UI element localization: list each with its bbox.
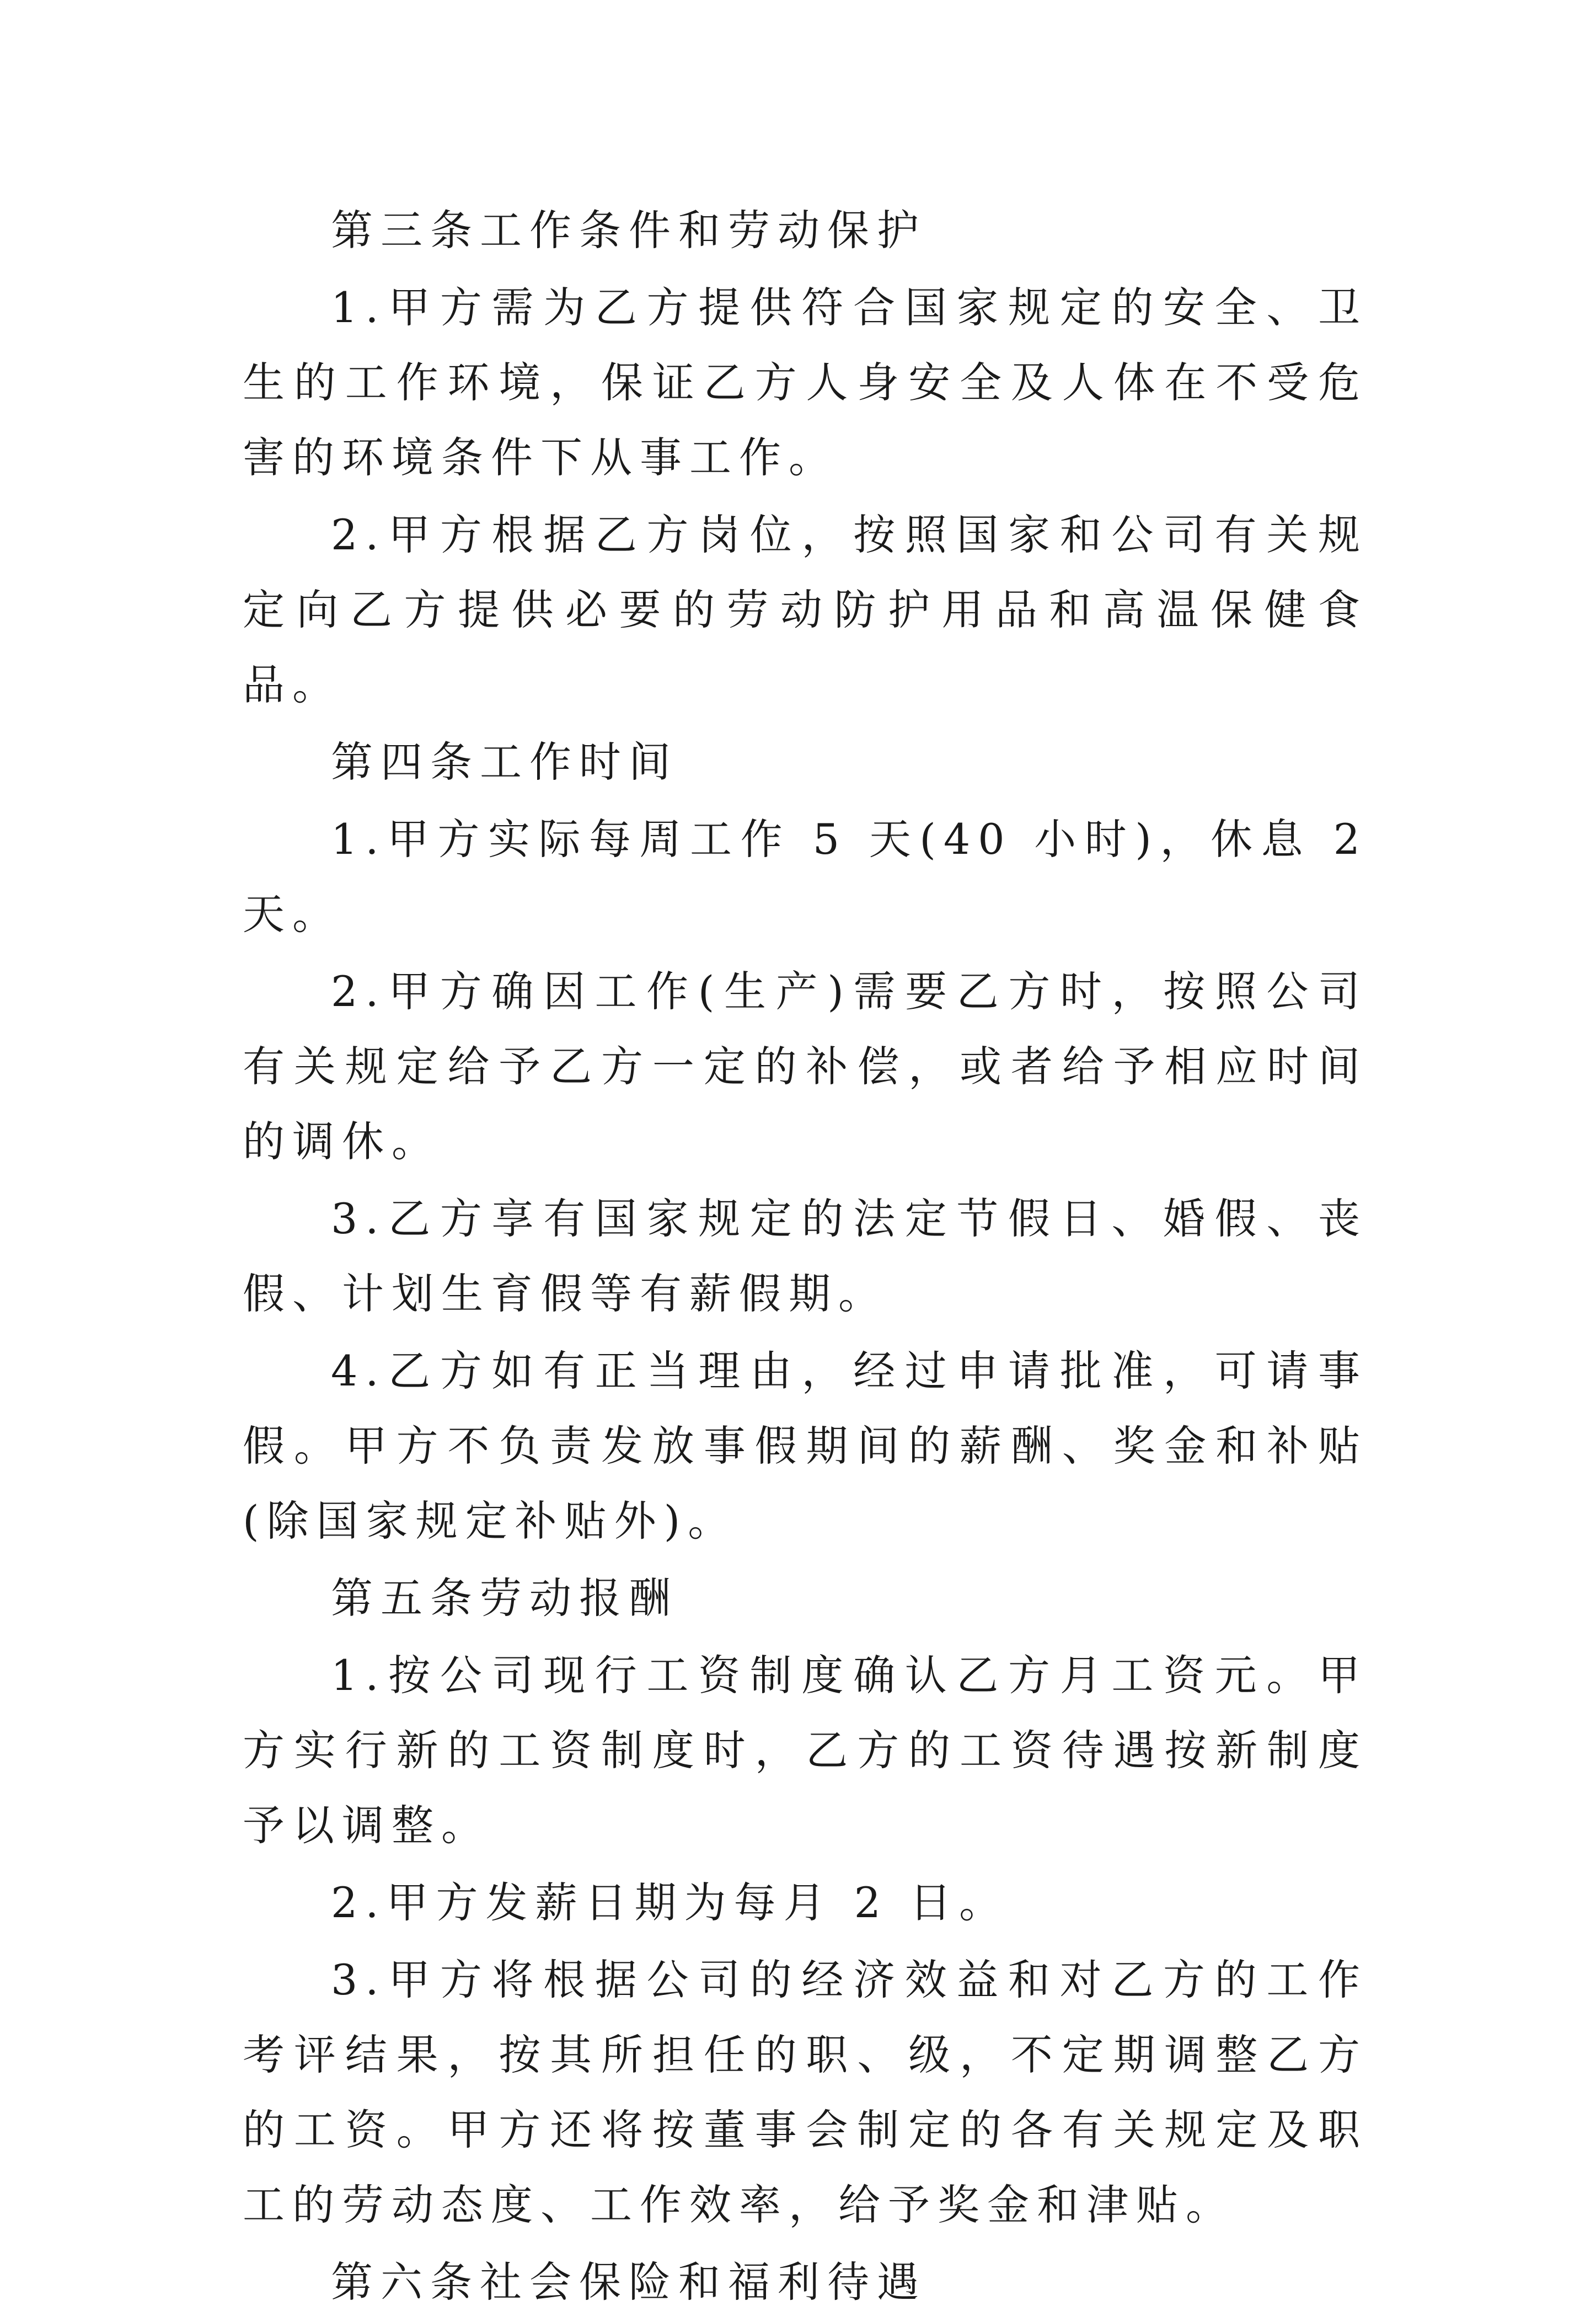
clause-4-2: 2.甲方确因工作(生产)需要乙方时，按照公司有关规定给予乙方一定的补偿，或者给予相应时间的调休。 — [243, 967, 1368, 1166]
section-heading-6: 第六条社会保险和福利待遇 — [331, 2257, 926, 2307]
section-heading-5: 第五条劳动报酬 — [331, 1574, 678, 1623]
clause-4-3: 3.乙方享有国家规定的法定节假日、婚假、丧假、计划生育假等有薪假期。 — [243, 1194, 1368, 1318]
clause-4-1: 1.甲方实际每周工作 5 天(40 小时)，休息 2 天。 — [243, 815, 1368, 939]
clause-3-2: 2.甲方根据乙方岗位，按照国家和公司有关规定向乙方提供必要的劳动防护用品和高温保健食品。 — [243, 510, 1368, 709]
document-body — [243, 193, 1368, 2322]
clause-5-1: 1.按公司现行工资制度确认乙方月工资元。甲方实行新的工资制度时，乙方的工资待遇按新制度予以调整。 — [243, 1651, 1368, 1850]
clause-3-1: 1.甲方需为乙方提供符合国家规定的安全、卫生的工作环境，保证乙方人身安全及人体在不受危害的环境条件下从事工作。 — [243, 283, 1368, 482]
clause-4-4: 4.乙方如有正当理由，经过申请批准，可请事假。甲方不负责发放事假期间的薪酬、奖金和补贴(除国家规定补贴外)。 — [243, 1346, 1368, 1545]
section-heading-3: 第三条工作条件和劳动保护 — [331, 206, 926, 255]
clause-5-2: 2.甲方发薪日期为每月 2 日。 — [331, 1878, 1009, 1927]
section-heading-4: 第四条工作时间 — [331, 737, 678, 787]
clause-5-3: 3.甲方将根据公司的经济效益和对乙方的工作考评结果，按其所担任的职、级，不定期调整乙方的工资。甲方还将按董事会制定的各有关规定及职工的劳动态度、工作效率，给予奖金和津贴。 — [243, 1955, 1368, 2229]
